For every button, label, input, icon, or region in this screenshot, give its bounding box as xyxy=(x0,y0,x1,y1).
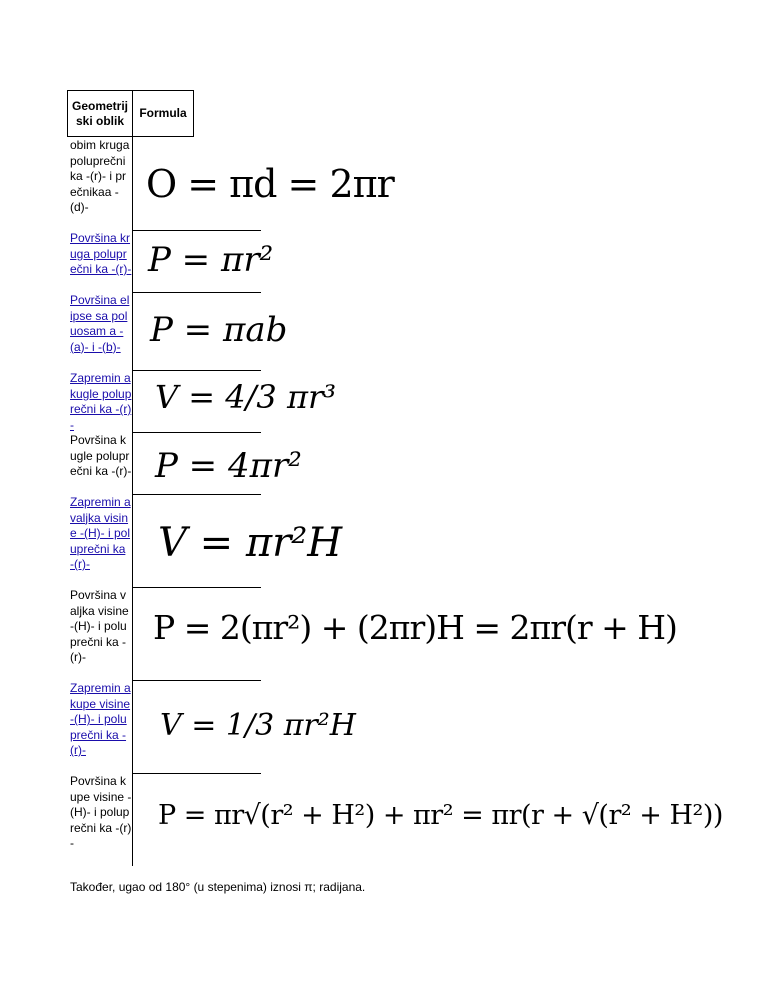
row-label: Površina valjka visine -(H)- i poluprečni ka -(r)- xyxy=(67,587,133,680)
row-label: obim kruga poluprečni ka -(r)- i prečnikaa -(d)- xyxy=(67,137,133,230)
header-shape-label: Geometrij ski oblik xyxy=(71,98,128,128)
formula-cone-area: P = πr√(r² + H²) + πr² = πr(r + √(r² + H²)) xyxy=(158,800,723,831)
formula-sphere-area: P = 4πr² xyxy=(155,446,302,486)
header-shape-column xyxy=(67,90,133,137)
header-formula-label: Formula xyxy=(139,106,187,120)
header-formula-column xyxy=(132,90,194,137)
row-label-link[interactable]: Površina elipse sa poluosam a -(a)- i -(b)- xyxy=(67,292,133,370)
row-label-link[interactable]: Zapremin a kugle poluprečni ka -(r)- xyxy=(67,370,133,432)
row-label-link[interactable]: Zapremin a kupe visine -(H)- i poluprečni ka -(r)- xyxy=(67,680,133,773)
formula-cylinder-area: P = 2(πr²) + (2πr)H = 2πr(r + H) xyxy=(153,608,677,647)
footer-note: Također, ugao od 180° (u stepenima) iznosi π; radijana. xyxy=(70,880,366,894)
formula-circle-perimeter: O = πd = 2πr xyxy=(146,162,394,206)
row-label: Površina kupe visine -(H)- i poluprečni ka -(r)- xyxy=(67,773,133,866)
row-label-link[interactable]: Zapremin a valjka visine -(H)- i poluprečni ka -(r)- xyxy=(67,494,133,587)
formula-cylinder-volume: V = πr²H xyxy=(158,520,343,566)
formula-cone-volume: V = 1/3 πr²H xyxy=(160,708,356,743)
row-label-link[interactable]: Površina kruga poluprečni ka -(r)- xyxy=(67,230,133,292)
formula-sphere-volume: V = 4/3 πr³ xyxy=(155,378,337,416)
formula-circle-area: P = πr² xyxy=(148,240,274,280)
row-label: Površina kugle poluprečni ka -(r)- xyxy=(67,432,133,494)
formula-ellipse-area: P = πab xyxy=(150,310,288,350)
